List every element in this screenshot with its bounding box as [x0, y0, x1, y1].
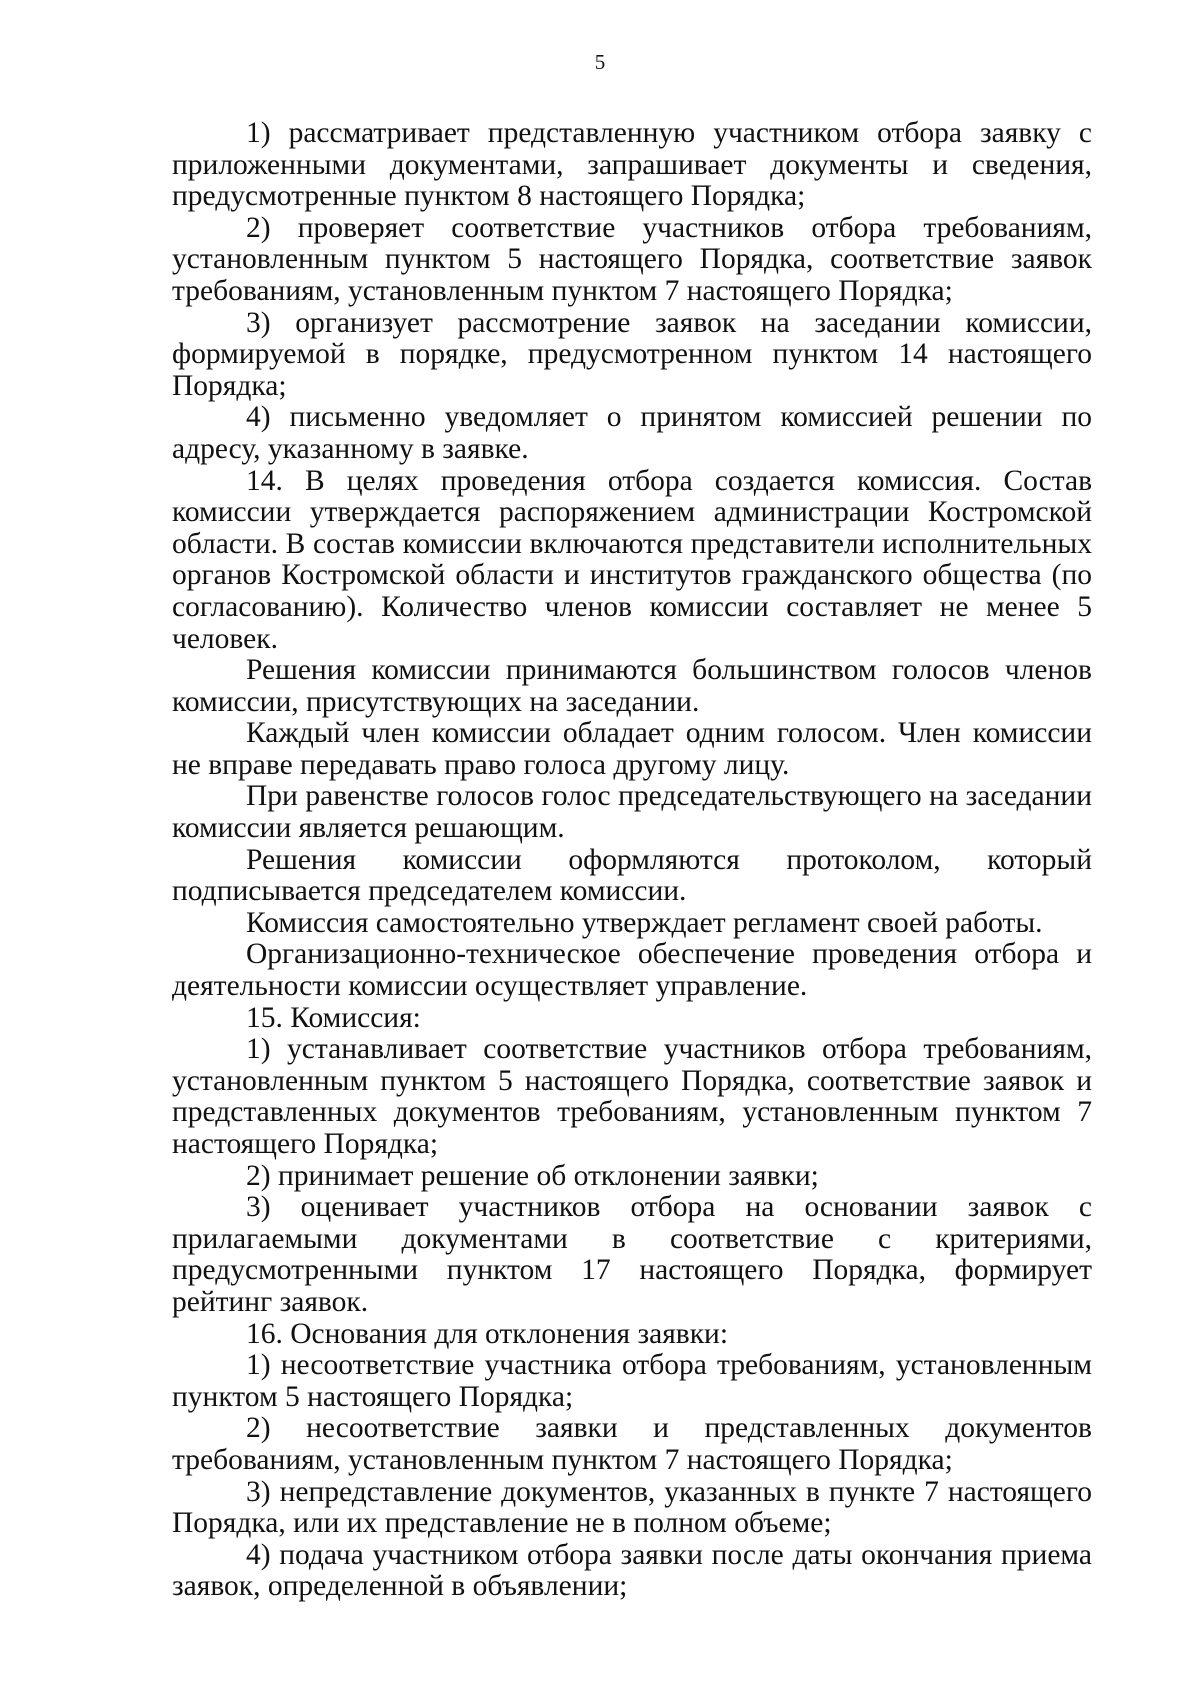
paragraph-14-equal-votes: При равенстве голосов голос председательствующего на заседании комиссии является решающим.: [172, 780, 1092, 845]
paragraph-13-item-3: 3) организует рассмотрение заявок на заседании комиссии, формируемой в порядке, предусмотренном пунктом 14 настоящего Порядка;: [172, 306, 1092, 402]
paragraph-14-votes: Каждый член комиссии обладает одним голосом. Член комиссии не вправе передавать право голоса другому лицу.: [172, 717, 1092, 781]
paragraph-13-item-1: 1) рассматривает представленную участником отбора заявку с приложенными документами, запрашивает документы и сведения, предусмотренные пунктом 8 настоящего Порядка;: [172, 117, 1092, 213]
paragraph-14-regulation: Комиссия самостоятельно утверждает регламент своей работы.: [246, 906, 1043, 939]
paragraph-13-item-2: 2) проверяет соответствие участников отбора требованиям, установленным пунктом 5 настоящего Порядка, соответствие заявок требованиям, установленным пунктом 7 настоящего Порядка;: [172, 211, 1092, 307]
paragraph-14-protocol: Решения комиссии оформляются протоколом, который подписывается председателем комиссии.: [172, 843, 1092, 908]
paragraph-14-support: Организационно-техническое обеспечение проведения отбора и деятельности комиссии осуществляет управление.: [172, 938, 1092, 1003]
paragraph-16-item-2: 2) несоответствие заявки и представленных документов требованиям, установленным пунктом 7 настоящего Порядка;: [172, 1412, 1092, 1476]
paragraph-14: 14. В целях проведения отбора создается комиссия. Состав комиссии утверждается распоряжением администрации Костромской области. В состав комиссии включаются представители исполнительных органов Костромской области и институтов гражданского общества (по согласованию). Количество членов комиссии составляет не менее 5 человек.: [172, 464, 1092, 655]
paragraph-15-item-1: 1) устанавливает соответствие участников отбора требованиям, установленным пунктом 5 настоящего Порядка, соответствие заявок и представленных документов требованиям, установленным пунктом 7 настоящего Порядка;: [172, 1033, 1092, 1160]
page-number: 5: [594, 50, 606, 74]
paragraph-16-item-3: 3) непредставление документов, указанных в пункте 7 настоящего Порядка, или их представление не в полном объеме;: [172, 1475, 1092, 1540]
paragraph-15-heading: 15. Комиссия:: [246, 1001, 421, 1034]
document-body: [172, 118, 1092, 1603]
paragraph-16-heading: 16. Основания для отклонения заявки:: [246, 1317, 729, 1350]
paragraph-13-item-4: 4) письменно уведомляет о принятом комиссией решении по адресу, указанному в заявке.: [172, 401, 1092, 465]
paragraph-15-item-3: 3) оценивает участников отбора на основании заявок с прилагаемыми документами в соответствие с критериями, предусмотренными пунктом 17 настоящего Порядка, формирует рейтинг заявок.: [172, 1191, 1092, 1318]
paragraph-16-item-1: 1) несоответствие участника отбора требованиям, установленным пунктом 5 настоящего Порядка;: [172, 1349, 1092, 1413]
paragraph-14-decisions: Решения комиссии принимаются большинством голосов членов комиссии, присутствующих на заседании.: [172, 654, 1092, 718]
paragraph-16-item-4: 4) подача участником отбора заявки после даты окончания приема заявок, определенной в объявлении;: [172, 1538, 1092, 1603]
paragraph-15-item-2: 2) принимает решение об отклонении заявки;: [246, 1159, 819, 1192]
